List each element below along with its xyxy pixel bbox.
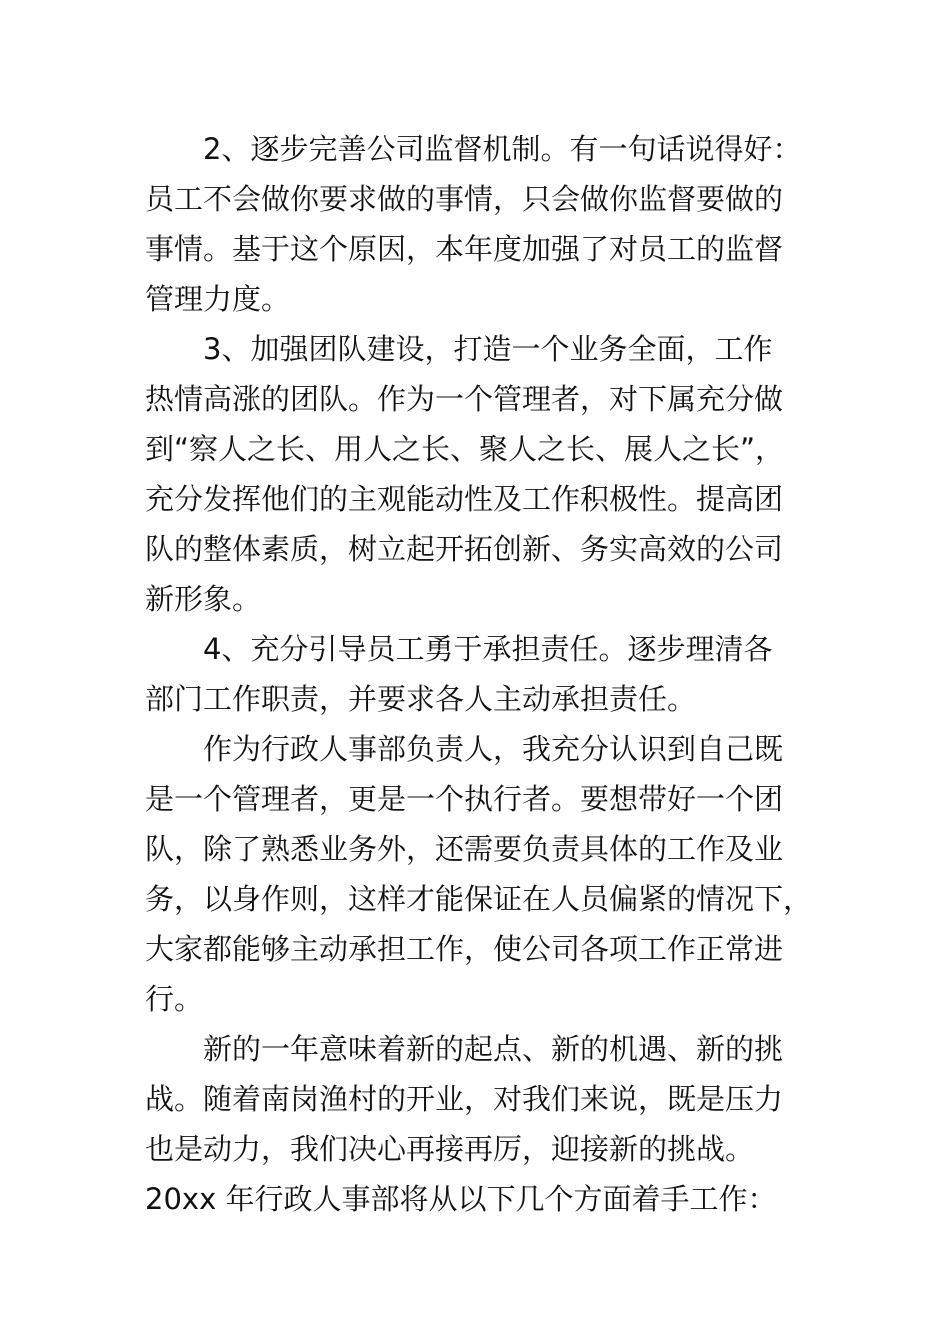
paragraph-3-line-6: 新形象。 [145,582,262,616]
paragraph-5-line-4: 务，以身作则，这样才能保证在人员偏紧的情况下， [145,882,813,916]
paragraph-4-line-1: 4、充分引导员工勇于承担责任。逐步理清各 [203,632,773,666]
paragraph-2-line-2: 员工不会做你要求做的事情，只会做你监督要做的 [145,182,784,216]
paragraph-6-line-4: 20xx 年行政人事部将从以下几个方面着手工作： [145,1182,777,1216]
paragraph-2-line-3: 事情。基于这个原因，本年度加强了对员工的监督 [145,232,784,266]
paragraph-3-line-5: 队的整体素质，树立起开拓创新、务实高效的公司 [145,532,784,566]
paragraph-6-line-2: 战。随着南岗渔村的开业，对我们来说，既是压力 [145,1082,784,1116]
document-body [145,124,813,1224]
paragraph-2-line-1: 2、逐步完善公司监督机制。有一句话说得好： [203,132,802,166]
paragraph-2-line-4: 管理力度。 [145,282,291,316]
paragraph-3-line-2: 热情高涨的团队。作为一个管理者，对下属充分做 [145,382,784,416]
paragraph-5-line-6: 行。 [145,982,204,1016]
paragraph-6-line-1: 新的一年意味着新的起点、新的机遇、新的挑 [203,1032,784,1066]
paragraph-5-line-1: 作为行政人事部负责人，我充分认识到自己既 [203,732,784,766]
paragraph-5-line-3: 队，除了熟悉业务外，还需要负责具体的工作及业 [145,832,784,866]
paragraph-3-line-1: 3、加强团队建设，打造一个业务全面，工作 [203,332,773,366]
paragraph-3-line-3: 到“察人之长、用人之长、聚人之长、展人之长”， [145,432,785,466]
paragraph-4-line-2: 部门工作职责，并要求各人主动承担责任。 [145,682,697,716]
paragraph-5-line-5: 大家都能够主动承担工作，使公司各项工作正常进 [145,932,784,966]
paragraph-5-line-2: 是一个管理者，更是一个执行者。要想带好一个团 [145,782,784,816]
paragraph-6-line-3: 也是动力，我们决心再接再厉，迎接新的挑战。 [145,1132,755,1166]
paragraph-3-line-4: 充分发挥他们的主观能动性及工作积极性。提高团 [145,482,784,516]
